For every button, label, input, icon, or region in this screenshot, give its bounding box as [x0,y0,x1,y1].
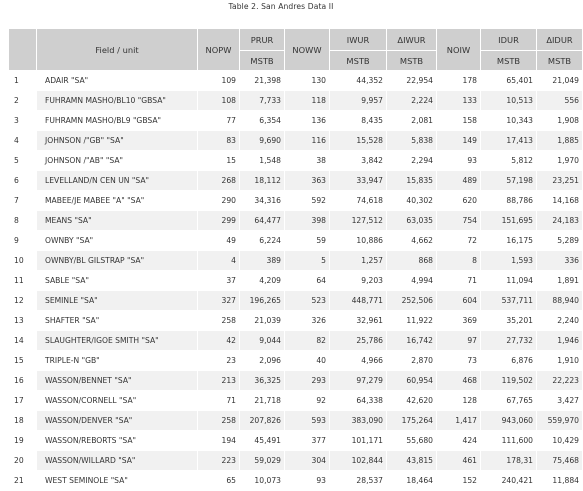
header-unit-prur: MSTB [240,51,285,71]
noiw-cell: 468 [437,371,481,391]
iwur-cell: 102,844 [330,451,387,471]
noww-cell: 116 [285,131,330,151]
table-header [9,29,583,71]
field-unit-cell: OWNBY/BL GILSTRAP "SA" [37,251,198,271]
noww-cell: 5 [285,251,330,271]
iwur-cell: 9,957 [330,91,387,111]
noiw-cell: 8 [437,251,481,271]
idur-cell: 537,711 [481,291,537,311]
iwur-cell: 383,090 [330,411,387,431]
nopw-cell: 223 [198,451,240,471]
header-unit-diwur: MSTB [387,51,437,71]
row-index-cell: 15 [9,351,37,371]
iwur-cell: 28,537 [330,471,387,491]
iwur-cell: 97,279 [330,371,387,391]
prur-cell: 6,224 [240,231,285,251]
idur-cell: 10,513 [481,91,537,111]
iwur-cell: 8,435 [330,111,387,131]
row-index-cell: 16 [9,371,37,391]
prur-cell: 1,548 [240,151,285,171]
row-index-cell: 18 [9,411,37,431]
nopw-cell: 71 [198,391,240,411]
nopw-cell: 109 [198,71,240,91]
table-row [9,91,583,111]
prur-cell: 196,265 [240,291,285,311]
noww-cell: 130 [285,71,330,91]
table-row [9,431,583,451]
noiw-cell: 73 [437,351,481,371]
row-index-cell: 12 [9,291,37,311]
table-caption: Table 2. San Andres Data II [228,2,334,11]
table-row [9,331,583,351]
diwur-cell: 18,464 [387,471,437,491]
diwur-cell: 55,680 [387,431,437,451]
field-unit-cell: WASSON/REBORTS "SA" [37,431,198,451]
noiw-cell: 369 [437,311,481,331]
noww-cell: 40 [285,351,330,371]
noww-cell: 118 [285,91,330,111]
idur-cell: 10,343 [481,111,537,131]
table-row [9,311,583,331]
field-unit-cell: TRIPLE-N "GB" [37,351,198,371]
noww-cell: 82 [285,331,330,351]
field-unit-cell: SEMINLE "SA" [37,291,198,311]
diwur-cell: 16,742 [387,331,437,351]
noiw-cell: 1,417 [437,411,481,431]
diwur-cell: 4,662 [387,231,437,251]
field-unit-cell: WASSON/CORNELL "SA" [37,391,198,411]
noiw-cell: 754 [437,211,481,231]
row-index-cell: 17 [9,391,37,411]
table-row [9,151,583,171]
idur-cell: 5,812 [481,151,537,171]
row-index-cell: 7 [9,191,37,211]
field-unit-cell: ADAIR "SA" [37,71,198,91]
noiw-cell: 178 [437,71,481,91]
prur-cell: 21,398 [240,71,285,91]
nopw-cell: 258 [198,411,240,431]
noiw-cell: 93 [437,151,481,171]
nopw-cell: 42 [198,331,240,351]
didur-cell: 21,049 [537,71,583,91]
row-index-cell: 6 [9,171,37,191]
nopw-cell: 23 [198,351,240,371]
noww-cell: 59 [285,231,330,251]
didur-cell: 5,289 [537,231,583,251]
header-index-cell [9,29,37,71]
field-unit-cell: SLAUGHTER/IGOE SMITH "SA" [37,331,198,351]
header-diwur: ΔIWUR [387,29,437,51]
diwur-cell: 40,302 [387,191,437,211]
nopw-cell: 15 [198,151,240,171]
idur-cell: 111,600 [481,431,537,451]
row-index-cell: 20 [9,451,37,471]
iwur-cell: 15,528 [330,131,387,151]
table-row [9,391,583,411]
row-index-cell: 14 [9,331,37,351]
iwur-cell: 74,618 [330,191,387,211]
nopw-cell: 49 [198,231,240,251]
diwur-cell: 22,954 [387,71,437,91]
field-unit-cell: WASSON/WILLARD "SA" [37,451,198,471]
idur-cell: 151,695 [481,211,537,231]
idur-cell: 119,502 [481,371,537,391]
row-index-cell: 4 [9,131,37,151]
noww-cell: 593 [285,411,330,431]
iwur-cell: 33,947 [330,171,387,191]
didur-cell: 2,240 [537,311,583,331]
table-row [9,451,583,471]
field-unit-cell: WEST SEMINOLE "SA" [37,471,198,491]
iwur-cell: 32,961 [330,311,387,331]
nopw-cell: 268 [198,171,240,191]
field-unit-cell: JOHNSON /"GB" "SA" [37,131,198,151]
nopw-cell: 213 [198,371,240,391]
header-noww: NOWW [285,29,330,71]
diwur-cell: 15,835 [387,171,437,191]
noiw-cell: 72 [437,231,481,251]
didur-cell: 336 [537,251,583,271]
noww-cell: 363 [285,171,330,191]
diwur-cell: 2,224 [387,91,437,111]
didur-cell: 1,908 [537,111,583,131]
noww-cell: 398 [285,211,330,231]
noiw-cell: 424 [437,431,481,451]
didur-cell: 22,223 [537,371,583,391]
diwur-cell: 43,815 [387,451,437,471]
field-unit-cell: OWNBY "SA" [37,231,198,251]
field-unit-cell: SHAFTER "SA" [37,311,198,331]
table-row [9,211,583,231]
row-index-cell: 13 [9,311,37,331]
idur-cell: 943,060 [481,411,537,431]
iwur-cell: 3,842 [330,151,387,171]
nopw-cell: 327 [198,291,240,311]
didur-cell: 1,891 [537,271,583,291]
idur-cell: 27,732 [481,331,537,351]
field-unit-cell: WASSON/BENNET "SA" [37,371,198,391]
idur-cell: 11,094 [481,271,537,291]
prur-cell: 59,029 [240,451,285,471]
didur-cell: 1,970 [537,151,583,171]
header-didur: ΔIDUR [537,29,583,51]
field-unit-cell: JOHNSON /"AB" "SA" [37,151,198,171]
prur-cell: 9,044 [240,331,285,351]
noww-cell: 136 [285,111,330,131]
field-unit-cell: MABEE/JE MABEE "A" "SA" [37,191,198,211]
table-row [9,191,583,211]
iwur-cell: 9,203 [330,271,387,291]
row-index-cell: 8 [9,211,37,231]
nopw-cell: 290 [198,191,240,211]
prur-cell: 64,477 [240,211,285,231]
iwur-cell: 25,786 [330,331,387,351]
didur-cell: 11,884 [537,471,583,491]
header-unit-iwur: MSTB [330,51,387,71]
diwur-cell: 5,838 [387,131,437,151]
row-index-cell: 3 [9,111,37,131]
diwur-cell: 42,620 [387,391,437,411]
idur-cell: 178,31 [481,451,537,471]
noiw-cell: 158 [437,111,481,131]
noiw-cell: 489 [437,171,481,191]
didur-cell: 10,429 [537,431,583,451]
didur-cell: 1,910 [537,351,583,371]
idur-cell: 67,765 [481,391,537,411]
idur-cell: 240,421 [481,471,537,491]
nopw-cell: 83 [198,131,240,151]
prur-cell: 34,316 [240,191,285,211]
iwur-cell: 448,771 [330,291,387,311]
table-body [9,71,583,491]
didur-cell: 556 [537,91,583,111]
noiw-cell: 133 [437,91,481,111]
diwur-cell: 175,264 [387,411,437,431]
noiw-cell: 620 [437,191,481,211]
table-row [9,351,583,371]
noww-cell: 93 [285,471,330,491]
didur-cell: 1,885 [537,131,583,151]
field-unit-cell: MEANS "SA" [37,211,198,231]
table-row [9,471,583,491]
noww-cell: 326 [285,311,330,331]
nopw-cell: 77 [198,111,240,131]
field-unit-cell: FUHRAMN MASHO/BL9 "GBSA" [37,111,198,131]
diwur-cell: 2,294 [387,151,437,171]
didur-cell: 75,468 [537,451,583,471]
iwur-cell: 64,338 [330,391,387,411]
table-row [9,171,583,191]
prur-cell: 389 [240,251,285,271]
prur-cell: 207,826 [240,411,285,431]
table-row [9,291,583,311]
field-unit-cell: LEVELLAND/N CEN UN "SA" [37,171,198,191]
row-index-cell: 1 [9,71,37,91]
diwur-cell: 868 [387,251,437,271]
header-iwur: IWUR [330,29,387,51]
header-nopw: NOPW [198,29,240,71]
noiw-cell: 461 [437,451,481,471]
nopw-cell: 194 [198,431,240,451]
prur-cell: 21,039 [240,311,285,331]
didur-cell: 24,183 [537,211,583,231]
didur-cell: 88,940 [537,291,583,311]
row-index-cell: 11 [9,271,37,291]
didur-cell: 23,251 [537,171,583,191]
field-unit-cell: FUHRAMN MASHO/BL10 "GBSA" [37,91,198,111]
nopw-cell: 4 [198,251,240,271]
prur-cell: 2,096 [240,351,285,371]
header-unit-idur: MSTB [481,51,537,71]
noww-cell: 592 [285,191,330,211]
iwur-cell: 101,171 [330,431,387,451]
table-row [9,411,583,431]
iwur-cell: 127,512 [330,211,387,231]
header-prur: PRUR [240,29,285,51]
idur-cell: 65,401 [481,71,537,91]
idur-cell: 6,876 [481,351,537,371]
noiw-cell: 604 [437,291,481,311]
noiw-cell: 97 [437,331,481,351]
prur-cell: 21,718 [240,391,285,411]
prur-cell: 36,325 [240,371,285,391]
idur-cell: 35,201 [481,311,537,331]
noiw-cell: 71 [437,271,481,291]
nopw-cell: 65 [198,471,240,491]
prur-cell: 4,209 [240,271,285,291]
field-unit-cell: WASSON/DENVER "SA" [37,411,198,431]
prur-cell: 7,733 [240,91,285,111]
row-index-cell: 9 [9,231,37,251]
idur-cell: 1,593 [481,251,537,271]
diwur-cell: 63,035 [387,211,437,231]
prur-cell: 18,112 [240,171,285,191]
idur-cell: 16,175 [481,231,537,251]
diwur-cell: 60,954 [387,371,437,391]
header-noiw: NOIW [437,29,481,71]
table-row [9,271,583,291]
table-row [9,371,583,391]
prur-cell: 6,354 [240,111,285,131]
noiw-cell: 128 [437,391,481,411]
noww-cell: 304 [285,451,330,471]
prur-cell: 45,491 [240,431,285,451]
nopw-cell: 108 [198,91,240,111]
noiw-cell: 152 [437,471,481,491]
table-row [9,131,583,151]
diwur-cell: 2,870 [387,351,437,371]
noww-cell: 523 [285,291,330,311]
iwur-cell: 1,257 [330,251,387,271]
noww-cell: 293 [285,371,330,391]
diwur-cell: 11,922 [387,311,437,331]
table-row [9,231,583,251]
diwur-cell: 4,994 [387,271,437,291]
table-row [9,71,583,91]
row-index-cell: 2 [9,91,37,111]
table-row [9,251,583,271]
noww-cell: 64 [285,271,330,291]
table-row [9,111,583,131]
row-index-cell: 21 [9,471,37,491]
header-field: Field / unit [37,29,198,71]
prur-cell: 10,073 [240,471,285,491]
iwur-cell: 10,886 [330,231,387,251]
didur-cell: 14,168 [537,191,583,211]
diwur-cell: 252,506 [387,291,437,311]
header-unit-didur: MSTB [537,51,583,71]
noww-cell: 38 [285,151,330,171]
nopw-cell: 258 [198,311,240,331]
san-andres-data-table [8,28,583,491]
field-unit-cell: SABLE "SA" [37,271,198,291]
row-index-cell: 5 [9,151,37,171]
nopw-cell: 299 [198,211,240,231]
row-index-cell: 10 [9,251,37,271]
header-idur: IDUR [481,29,537,51]
diwur-cell: 2,081 [387,111,437,131]
idur-cell: 57,198 [481,171,537,191]
noiw-cell: 149 [437,131,481,151]
didur-cell: 3,427 [537,391,583,411]
prur-cell: 9,690 [240,131,285,151]
iwur-cell: 4,966 [330,351,387,371]
idur-cell: 88,786 [481,191,537,211]
noww-cell: 92 [285,391,330,411]
idur-cell: 17,413 [481,131,537,151]
row-index-cell: 19 [9,431,37,451]
iwur-cell: 44,352 [330,71,387,91]
noww-cell: 377 [285,431,330,451]
didur-cell: 1,946 [537,331,583,351]
didur-cell: 559,970 [537,411,583,431]
nopw-cell: 37 [198,271,240,291]
